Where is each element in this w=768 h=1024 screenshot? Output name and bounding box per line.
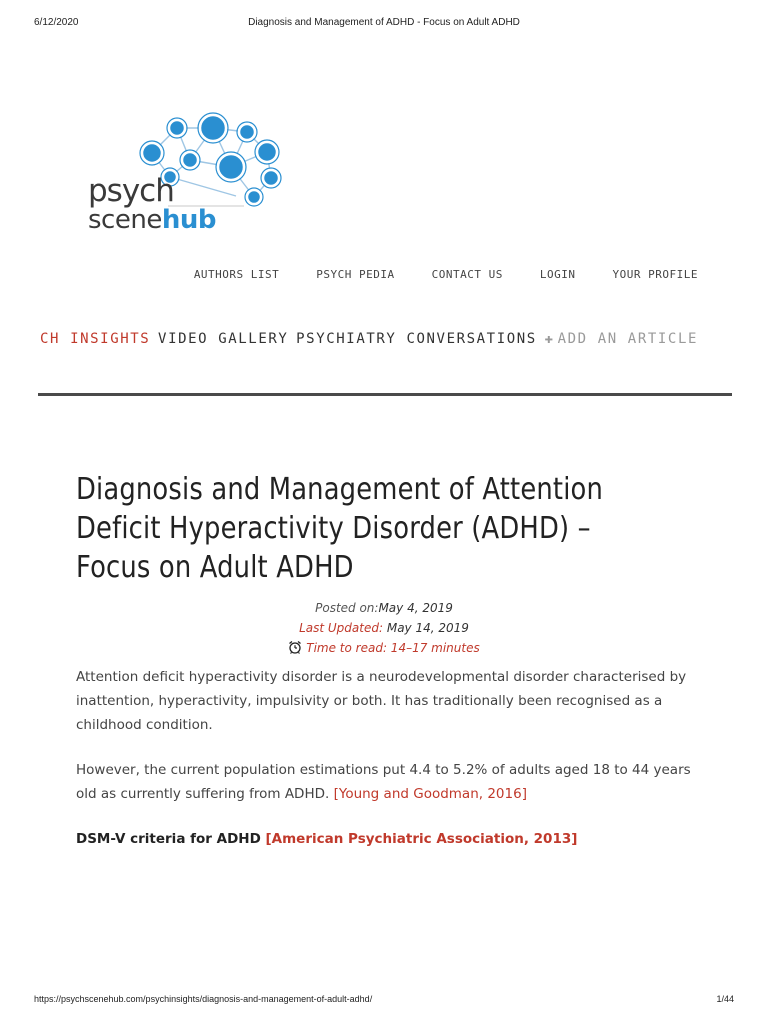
add-article-label: ADD AN ARTICLE — [557, 331, 698, 347]
top-nav — [194, 268, 698, 281]
nav-your-profile[interactable]: YOUR PROFILE — [612, 268, 698, 281]
paragraph-prevalence — [76, 758, 696, 806]
nav-divider — [38, 393, 732, 396]
main-nav — [40, 331, 698, 347]
read-time: Time to read: 14–17 minutes — [306, 641, 480, 655]
posted-line — [0, 598, 768, 618]
updated-date: May 14, 2019 — [386, 621, 469, 635]
nav-psych-insights[interactable]: CH INSIGHTS — [40, 331, 151, 347]
add-article-button[interactable] — [545, 331, 698, 347]
print-date: 6/12/2020 — [34, 17, 79, 28]
page-number: 1/44 — [716, 994, 734, 1004]
print-url: https://psychscenehub.com/psychinsights/diagnosis-and-management-of-adult-adhd/ — [34, 994, 373, 1004]
nav-contact-us[interactable]: CONTACT US — [431, 268, 503, 281]
logo-word-scenehub — [88, 207, 216, 233]
dsm-heading — [76, 827, 696, 851]
posted-label: Posted on: — [315, 601, 379, 615]
nav-psychiatry-conversations[interactable]: PSYCHIATRY CONVERSATIONS — [296, 331, 537, 347]
logo-word-psych: psych — [88, 173, 174, 209]
citation-apa[interactable]: [American Psychiatric Association, 2013] — [265, 831, 578, 847]
logo-word-hub: hub — [161, 205, 216, 235]
nav-psych-pedia[interactable]: PSYCH PEDIA — [316, 268, 395, 281]
updated-line — [0, 618, 768, 638]
citation-young-goodman[interactable]: [Young and Goodman, 2016] — [333, 786, 527, 802]
read-time-line — [0, 638, 768, 658]
updated-label: Last Updated: — [299, 621, 384, 635]
logo-word-scene: scene — [88, 205, 162, 235]
nav-login[interactable]: LOGIN — [539, 268, 576, 281]
site-logo[interactable] — [84, 108, 284, 238]
nav-video-gallery[interactable]: VIDEO GALLERY — [158, 331, 289, 347]
posted-date: May 4, 2019 — [378, 601, 453, 615]
article-meta — [0, 598, 768, 658]
prevalence-text: However, the current population estimations put 4.4 to 5.2% of adults aged 18 to 44 years old as currently suffering from ADHD. — [76, 762, 691, 802]
alarm-clock-icon — [288, 640, 302, 654]
dsm-heading-text: DSM-V criteria for ADHD — [76, 831, 266, 847]
article-title: Diagnosis and Management of Attention Deficit Hyperactivity Disorder (ADHD) – Focus on Adult ADHD — [76, 472, 604, 585]
paragraph-intro: Attention deficit hyperactivity disorder is a neurodevelopmental disorder characterised by inattention, hyperactivity, impulsivity or both. It has traditionally been recognised as a childhood condition. — [76, 669, 687, 733]
nav-authors-list[interactable]: AUTHORS LIST — [193, 268, 280, 281]
plus-icon: ✚ — [544, 331, 555, 347]
print-title: Diagnosis and Management of ADHD - Focus on Adult ADHD — [248, 17, 520, 28]
